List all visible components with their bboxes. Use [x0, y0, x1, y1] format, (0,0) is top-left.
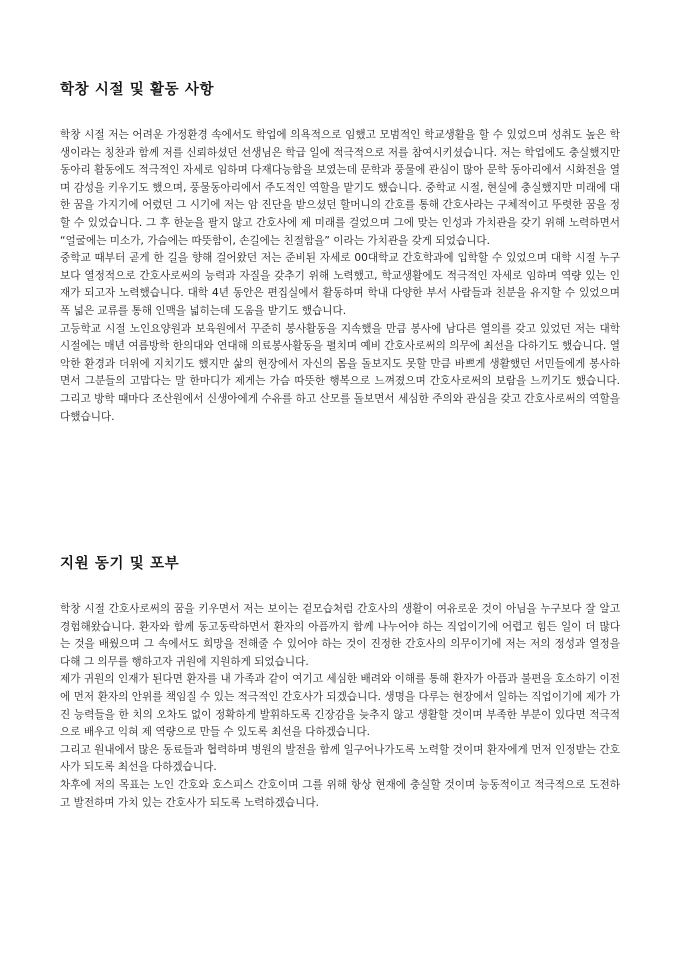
section-school-activities	[60, 78, 620, 426]
paragraph: 학창 시절 간호사로써의 꿈을 키우면서 저는 보이는 겉모습처럼 간호사의 생활이 여유로운 것이 아님을 누구보다 잘 알고 경험해왔습니다. 환자와 함께 동고동락하면서 환자의 아픔까지 함께 나누어야 하는 직업이기에 어렵고 힘든 일이 더 많다는 것을 배웠으며 그 속에서도 희망을 전해줄 수 있어야 하는 것이 진정한 간호사의 의무이기에 저는 저의 정성과 열정을 다해 그 의무를 행하고자 귀원에 지원하게 되었습니다.	[60, 603, 620, 668]
section-title: 지원 동기 및 포부	[60, 556, 180, 572]
paragraph: 제가 귀원의 인재가 된다면 환자를 내 가족과 같이 여기고 세심한 배려와 이해를 통해 환자가 아픔과 불편을 호소하기 이전에 먼저 환자의 안위를 책임질 수 있는 적극적인 간호사가 되겠습니다. 생명을 다루는 현장에서 일하는 직업이기에 제가 가진 능력들을 한 치의 오차도 없이 정확하게 발휘하도록 긴장감을 늦추지 않고 생활할 것이며 부족한 부분이 있다면 적극적으로 배우고 익혀 제 역량으로 만들 수 있도록 최선을 다하겠습니다.	[60, 673, 620, 739]
section-motivation-aspiration	[60, 552, 620, 812]
section-body	[60, 601, 620, 812]
section-body	[60, 127, 620, 426]
paragraph: 고등학교 시절 노인요양원과 보육원에서 꾸준히 봉사활동을 지속했을 만큼 봉사에 남다른 열의를 갖고 있었던 저는 대학 시절에는 매년 여름방학 한의대와 연대해 의료봉사활동을 펼치며 예비 간호사로써의 의무에 최선을 다하기도 했습니다. 열악한 환경과 더위에 지치기도 했지만 삶의 현장에서 자신의 몸을 돌보지도 못할 만큼 바쁘게 생활했던 서민들에게 봉사하면서 그분들의 고맙다는 말 한마디가 제게는 가슴 따뜻한 행복으로 느껴졌으며 간호사로써의 보람을 느끼기도 했습니다. 그리고 방학 때마다 조산원에서 신생아에게 수유를 하고 산모를 돌보면서 세심한 주의와 관심을 갖고 간호사로써의 역할을 다했습니다.	[60, 322, 620, 423]
paragraph: 차후에 저의 목표는 노인 간호와 호스피스 간호이며 그를 위해 항상 현재에 충실할 것이며 능동적이고 적극적으로 도전하고 발전하며 가치 있는 간호사가 되도록 노력하겠습니다.	[60, 778, 620, 809]
paragraph: 학창 시절 저는 어려운 가정환경 속에서도 학업에 의욕적으로 임했고 모범적인 학교생활을 할 수 있었으며 성취도 높은 학생이라는 칭찬과 함께 저를 신뢰하셨던 선생님은 학급 일에 적극적으로 저를 참여시키셨습니다. 저는 학업에도 충실했지만 동아리 활동에도 적극적인 자세로 임하며 다재다능함을 보였는데 문학과 풍물에 관심이 많아 문학 동아리에서 시화전을 열며 감성을 키우기도 했으며, 풍물동아리에서 주도적인 역할을 맡기도 했습니다. 중학교 시절, 현실에 충실했지만 미래에 대한 꿈을 가지기에 어렸던 그 시기에 저는 암 진단을 받으셨던 할머니의 간호를 통해 간호사라는 구체적이고 뚜렷한 꿈을 정할 수 있었습니다. 그 후 한눈을 팔지 않고 간호사에 제 미래를 걸었으며 그에 맞는 인성과 가치관을 갖기 위해 노력하면서 “얼굴에는 미소가, 가슴에는 따뜻함이, 손길에는 친절함을” 이라는 가치관을 갖게 되었습니다.	[60, 129, 620, 247]
paragraph: 중학교 때부터 곧게 한 길을 향해 걸어왔던 저는 준비된 자세로 00대학교 간호학과에 입학할 수 있었으며 대학 시절 누구보다 열정적으로 간호사로써의 능력과 자질을 갖추기 위해 노력했고, 학교생활에도 적극적인 자세로 임하며 역량 있는 인재가 되고자 노력했습니다. 대학 4년 동안은 편집실에서 활동하며 학내 다양한 부서 사람들과 친분을 유지할 수 있었으며 폭 넓은 교류를 통해 인맥을 넓히는데 도움을 받기도 했습니다.	[60, 252, 620, 317]
paragraph: 그리고 원내에서 많은 동료들과 협력하며 병원의 발전을 함께 일구어나가도록 노력할 것이며 환자에게 먼저 인정받는 간호사가 되도록 최선을 다하겠습니다.	[60, 743, 620, 774]
section-title: 학창 시절 및 활동 사항	[60, 82, 215, 98]
